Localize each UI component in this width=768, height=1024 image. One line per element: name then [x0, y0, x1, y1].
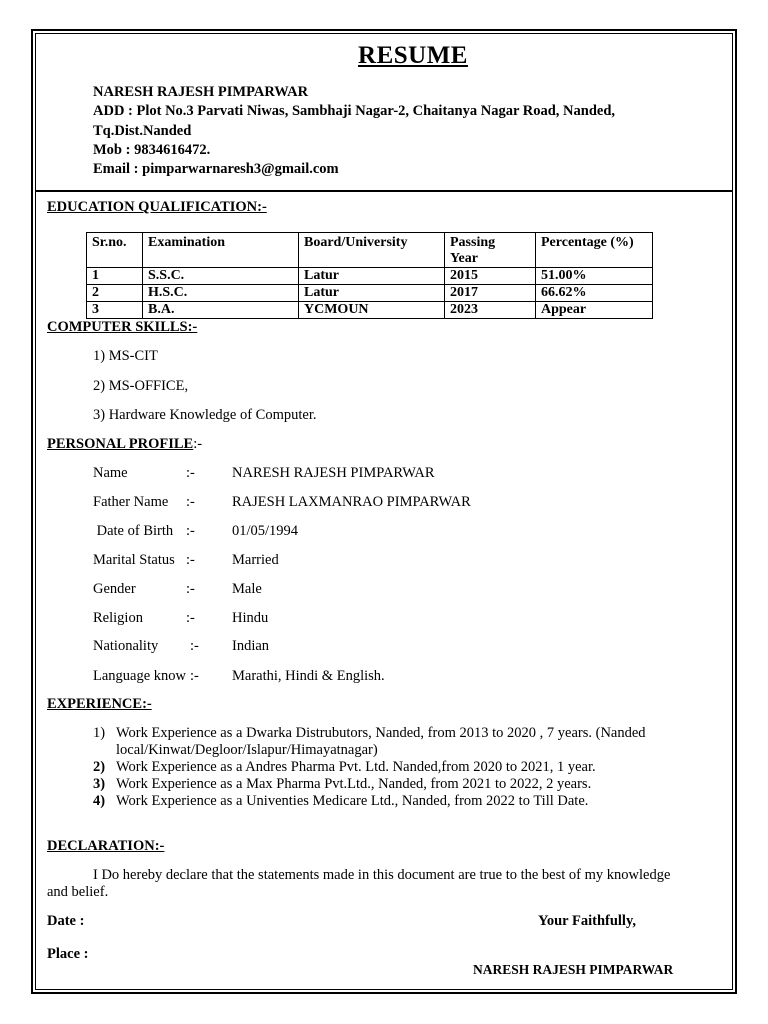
- col-examination: Examination: [143, 233, 299, 268]
- profile-label: Nationality: [93, 638, 159, 654]
- cell: 3: [87, 302, 143, 319]
- mobile-number: Mob : 9834616472.: [93, 142, 211, 158]
- profile-value: NARESH RAJESH PIMPARWAR: [232, 465, 435, 481]
- education-table: [86, 232, 653, 319]
- profile-value: RAJESH LAXMANRAO PIMPARWAR: [232, 494, 471, 510]
- profile-label: Religion: [93, 610, 143, 626]
- header-divider: [35, 190, 733, 192]
- cell: B.A.: [143, 302, 299, 319]
- declaration-heading: DECLARATION:-: [47, 838, 165, 854]
- cell: Appear: [536, 302, 653, 319]
- profile-value: Marathi, Hindi & English.: [232, 668, 385, 684]
- experience-number: 1): [93, 725, 106, 741]
- skill-item: 1) MS-CIT: [93, 348, 158, 364]
- date-label: Date :: [47, 913, 85, 929]
- experience-number: 3): [93, 776, 106, 792]
- profile-label: Name: [93, 465, 128, 481]
- education-heading: EDUCATION QUALIFICATION:-: [47, 199, 267, 215]
- profile-value: Male: [232, 581, 262, 597]
- personal-profile-heading-suffix: :-: [193, 436, 203, 452]
- signature-name: NARESH RAJESH PIMPARWAR: [473, 962, 674, 977]
- col-passing-year-text: Passing Year: [450, 235, 496, 266]
- table-row: [87, 285, 653, 302]
- profile-value: Hindu: [232, 610, 269, 626]
- personal-profile-heading-text: PERSONAL PROFILE: [47, 436, 194, 452]
- cell: Latur: [299, 285, 445, 302]
- col-percentage: Percentage (%): [536, 233, 653, 268]
- profile-value: Indian: [232, 638, 270, 654]
- experience-number: 2): [93, 759, 106, 775]
- table-header-row: [87, 233, 653, 268]
- profile-sep: :-: [190, 638, 199, 654]
- profile-sep: :-: [186, 581, 195, 597]
- personal-profile-heading: [47, 436, 202, 453]
- place-label: Place :: [47, 946, 89, 962]
- cell: YCMOUN: [299, 302, 445, 319]
- experience-item-continued: local/Kinwat/Degloor/Islapur/Himayatnagar): [116, 742, 378, 758]
- table-row: [87, 302, 653, 319]
- experience-item: Work Experience as a Andres Pharma Pvt. Ltd. Nanded,from 2020 to 2021, 1 year.: [116, 759, 596, 775]
- cell: 2017: [445, 285, 536, 302]
- skill-item: 2) MS-OFFICE,: [93, 378, 189, 394]
- candidate-name: NARESH RAJESH PIMPARWAR: [93, 84, 309, 100]
- cell: Latur: [299, 268, 445, 285]
- skill-item: 3) Hardware Knowledge of Computer.: [93, 407, 317, 423]
- cell: H.S.C.: [143, 285, 299, 302]
- table-row: [87, 268, 653, 285]
- cell: 66.62%: [536, 285, 653, 302]
- cell: 2023: [445, 302, 536, 319]
- address-line-2: Tq.Dist.Nanded: [93, 123, 192, 139]
- experience-item: Work Experience as a Dwarka Distrubutors, Nanded, from 2013 to 2020 , 7 years. (Nanded: [116, 725, 646, 741]
- cell: 2015: [445, 268, 536, 285]
- col-passing-year: [445, 233, 536, 268]
- address-line-1: ADD : Plot No.3 Parvati Niwas, Sambhaji Nagar-2, Chaitanya Nagar Road, Nanded,: [93, 103, 616, 119]
- cell: S.S.C.: [143, 268, 299, 285]
- experience-heading: EXPERIENCE:-: [47, 696, 152, 712]
- closing-text: Your Faithfully,: [538, 913, 637, 929]
- profile-value: Married: [232, 552, 279, 568]
- profile-sep: :-: [186, 552, 195, 568]
- profile-label: Father Name: [93, 494, 169, 510]
- declaration-text: I Do hereby declare that the statements made in this document are true to the best of my knowledge: [93, 867, 671, 883]
- profile-sep: :-: [186, 494, 195, 510]
- profile-value: 01/05/1994: [232, 523, 299, 539]
- profile-sep: :-: [190, 668, 199, 684]
- cell: 1: [87, 268, 143, 285]
- profile-sep: :-: [186, 465, 195, 481]
- declaration-text-continued: and belief.: [47, 884, 109, 900]
- experience-item: Work Experience as a Max Pharma Pvt.Ltd., Nanded, from 2021 to 2022, 2 years.: [116, 776, 592, 792]
- experience-number: 4): [93, 793, 106, 809]
- col-board: Board/University: [299, 233, 445, 268]
- page-title: RESUME: [358, 42, 468, 69]
- experience-item: Work Experience as a Univenties Medicare Ltd., Nanded, from 2022 to Till Date.: [116, 793, 589, 809]
- profile-sep: :-: [186, 523, 195, 539]
- profile-label: Gender: [93, 581, 136, 597]
- computer-skills-heading: COMPUTER SKILLS:-: [47, 319, 198, 335]
- cell: 2: [87, 285, 143, 302]
- profile-label: Language know: [93, 668, 187, 684]
- email-address: Email : pimparwarnaresh3@gmail.com: [93, 161, 339, 177]
- profile-sep: :-: [186, 610, 195, 626]
- col-srno: Sr.no.: [87, 233, 143, 268]
- profile-label: Date of Birth: [93, 523, 174, 539]
- cell: 51.00%: [536, 268, 653, 285]
- profile-label: Marital Status: [93, 552, 175, 568]
